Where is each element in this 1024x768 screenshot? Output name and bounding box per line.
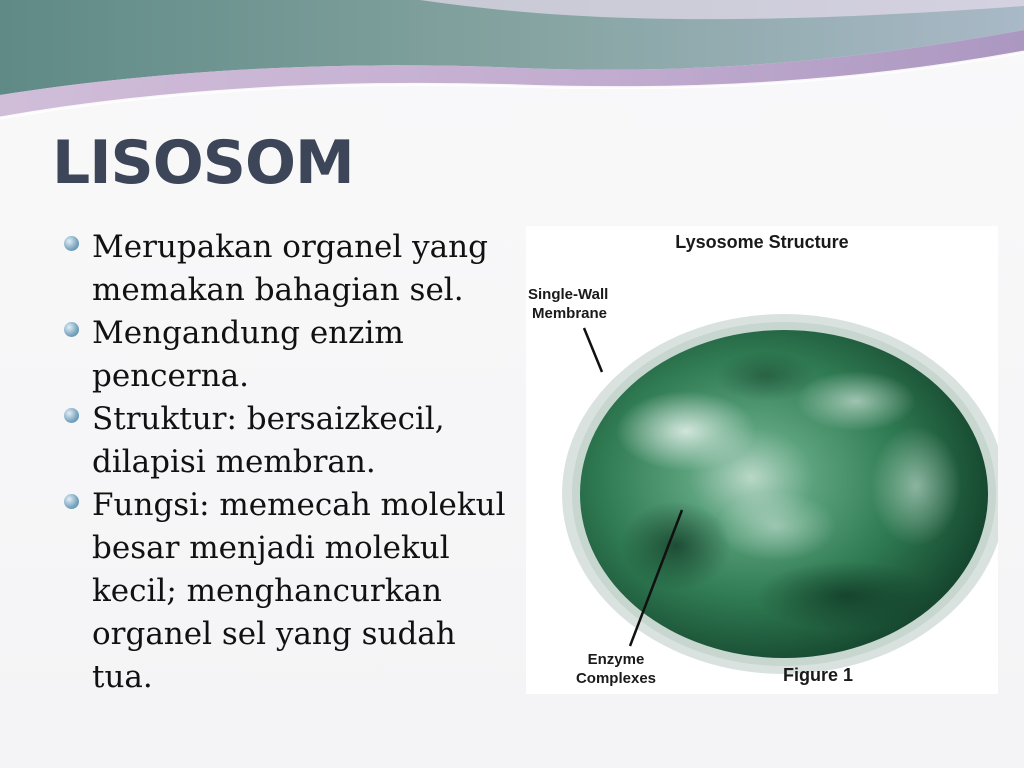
- texture-shadow: [621, 501, 731, 591]
- figure-caption: Figure 1: [782, 665, 854, 685]
- bullet-item: [62, 312, 512, 398]
- texture-shadow: [756, 561, 936, 631]
- label-membrane-line2: Membrane: [532, 305, 608, 322]
- bullet-dot-icon: [64, 494, 79, 509]
- bullet-dot-icon: [64, 236, 79, 251]
- bullet-list: [62, 226, 512, 699]
- header-wave-decoration: [0, 0, 1024, 130]
- bullet-item: [62, 484, 512, 699]
- texture-shadow: [716, 351, 816, 401]
- bullet-text: Struktur: bersaizkecil, dilapisi membran.: [92, 401, 445, 480]
- bullet-item: [62, 226, 512, 312]
- bullet-text: Fungsi: memecah molekul besar menjadi molekul kecil; menghancurkan organel sel yang sudah tua.: [92, 487, 506, 695]
- bullet-item: [62, 398, 512, 484]
- label-enzyme-line1: Enzyme: [587, 651, 645, 668]
- lysosome-diagram: [526, 226, 998, 694]
- texture-highlight: [616, 391, 756, 471]
- texture-highlight: [716, 491, 836, 561]
- bullet-text: Merupakan organel yang memakan bahagian sel.: [92, 229, 488, 308]
- texture-highlight: [871, 426, 961, 546]
- membrane-pointer-line: [584, 328, 602, 372]
- bullet-dot-icon: [64, 322, 79, 337]
- label-enzyme-line2: Complexes: [575, 670, 657, 687]
- label-membrane-line1: Single-Wall: [528, 286, 609, 303]
- lysosome-figure: [526, 226, 998, 694]
- slide-title: LISOSOM: [52, 128, 354, 198]
- bullet-dot-icon: [64, 408, 79, 423]
- figure-title: Lysosome Structure: [675, 232, 849, 252]
- bullet-text: Mengandung enzim pencerna.: [92, 315, 404, 394]
